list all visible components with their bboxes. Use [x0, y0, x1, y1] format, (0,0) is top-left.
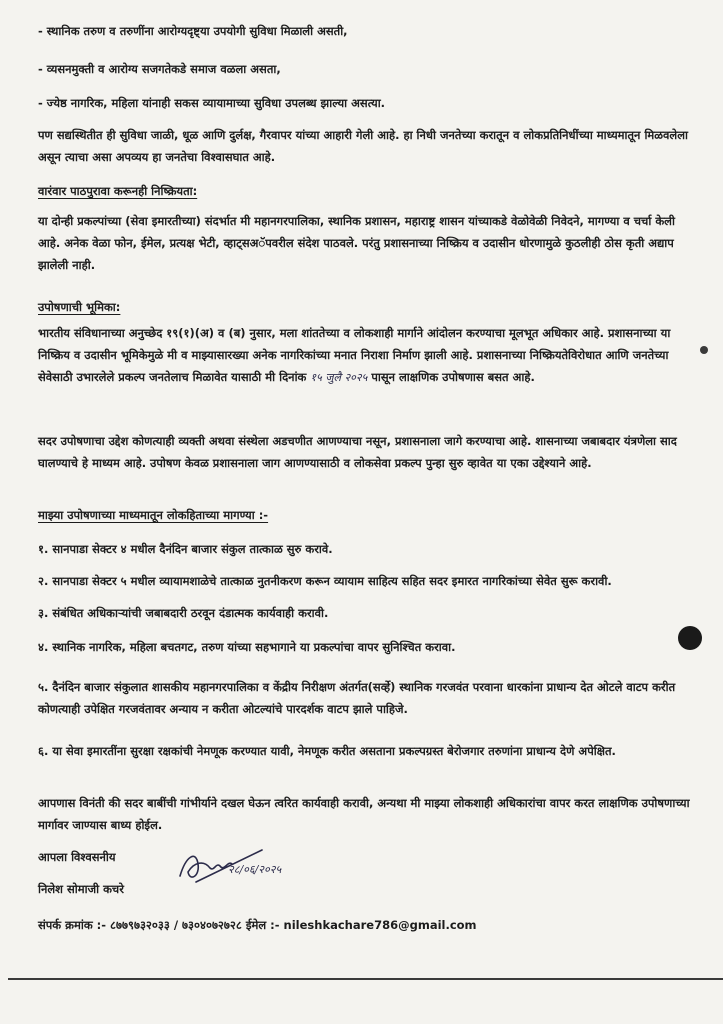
- closing-text: आपला विश्वसनीय: [38, 850, 116, 864]
- demand-1: १. सानपाडा सेक्टर ४ मधील दैनंदिन बाजार संकुल तात्काळ सुरु करावे.: [38, 542, 333, 556]
- heading-role: उपोषणाची भूमिका:: [38, 300, 121, 314]
- ink-dot: [700, 346, 708, 354]
- punch-hole: [678, 626, 702, 650]
- heading-demands: माझ्या उपोषणाच्या माध्यमातून लोकहिताच्या मागण्या :-: [38, 508, 269, 522]
- paragraph-request: आपणास विनंती की सदर बाबींची गांभीर्याने दखल घेऊन त्वरित कार्यवाही करावी, अन्यथा मी माझ्या लोकशाही अधिकारांचा वापर करत लाक्षणिक उपोषणाच्या मार्गावर जाण्यास बाध्य होईल.: [38, 796, 690, 832]
- signatory-name: निलेश सोमाजी कचरे: [38, 882, 124, 896]
- demand-5: ५. दैनंदिन बाजार संकुलात शासकीय महानगरपालिका व केंद्रीय निरीक्षण अंतर्गत(सर्व्हे) स्थानिक गरजवंत परवाना धारकांना प्राधान्य देत ओटले वाटप करीत कोणत्याही उपेक्षित गरजवंतावर अन्याय न करीता ओटल्यांचे पारदर्शक वाटप झाले पाहिजे.: [38, 680, 676, 716]
- signature-date: २८/०६/२०२५: [228, 863, 282, 876]
- paragraph-role-text-end: पासून लाक्षणिक उपोषणास बसत आहे.: [371, 370, 535, 384]
- paragraph-purpose: सदर उपोषणाचा उद्देश कोणत्याही व्यक्ती अथवा संस्थेला अडचणीत आणण्याचा नसून, प्रशासनाला जागे करण्याचा आहे. शासनाच्या जबाबदार यंत्रणेला साद घालण्याचे हे माध्यम आहे. उपोषण केवळ प्रशासनाला जाग आणण्यासाठी व लोकसेवा प्रकल्प पुन्हा सुरु व्हावेत या एका उद्देश्याने आहे.: [38, 434, 677, 470]
- heading-followup: वारंवार पाठपुरावा करूनही निष्क्रियता:: [38, 184, 198, 198]
- paragraph-role: [38, 322, 690, 389]
- demand-4: ४. स्थानिक नागरिक, महिला बचतगट, तरुण यांच्या सहभागाने या प्रकल्पांचा वापर सुनिश्चित करावा.: [38, 640, 456, 654]
- signature: [176, 842, 282, 894]
- paragraph-misuse: पण सद्यस्थितीत ही सुविधा जाळी, धूळ आणि दुर्लक्ष, गैरवापर यांच्या आहारी गेली आहे. हा निधी जनतेच्या करातून व लोकप्रतिनिधींच्या माध्यमातून मिळवलेला असून त्याचा असा अपव्यय हा जनतेचा विश्वासघात आहे.: [38, 128, 689, 164]
- bullet-1: - स्थानिक तरुण व तरुणींना आरोग्यदृष्ट्या उपयोगी सुविधा मिळाली असती,: [38, 24, 348, 38]
- demand-2: २. सानपाडा सेक्टर ५ मधील व्यायामशाळेचे तात्काळ नुतनीकरण करून व्यायाम साहित्य सहित सदर इमारत नागरिकांच्या सेवेत सुरू करावी.: [38, 574, 612, 588]
- handwritten-date: १५ जुलै २०२५: [310, 371, 368, 384]
- demand-6: ६. या सेवा इमारतींना सुरक्षा रक्षकांची नेमणूक करण्यात यावी, नेमणूक करीत असताना प्रकल्पग्रस्त बेरोजगार तरुणांना प्राधान्य देणे अपेक्षित.: [38, 744, 616, 758]
- paragraph-role-text: भारतीय संविधानाच्या अनुच्छेद १९(१)(अ) व (ब) नुसार, मला शांततेच्या व लोकशाही मार्गाने आंदोलन करण्याचा मूलभूत अधिकार आहे. प्रशासनाच्या या निष्क्रिय व उदासीन भूमिकेमुळे मी व माझ्यासारख्या अनेक नागरिकांच्या मनात निराशा निर्माण झाली आहे. प्रशासनाच्या निष्क्रियतेविरोधात आणि जनतेच्या सेवेसाठी उभारलेले प्रकल्प जनतेलाच मिळावेत यासाठी मी दिनांक: [38, 326, 671, 384]
- demand-3: ३. संबंधित अधिकाऱ्यांची जबाबदारी ठरवून दंडात्मक कार्यवाही करावी.: [38, 606, 329, 620]
- bottom-rule: [8, 978, 723, 980]
- paragraph-followup: या दोन्ही प्रकल्पांच्या (सेवा इमारतीच्या) संदर्भात मी महानगरपालिका, स्थानिक प्रशासन, महाराष्ट्र शासन यांच्याकडे वेळोवेळी निवेदने, मागण्या व चर्चा केली आहे. अनेक वेळा फोन, ईमेल, प्रत्यक्ष भेटी, व्हाट्सअॅपवरील संदेश पाठवले. परंतु प्रशासनाच्या निष्क्रिय व उदासीन धोरणामुळे कुठलीही ठोस कृती अद्याप झालेली नाही.: [38, 214, 675, 272]
- contact-line: संपर्क क्रमांक :- ८७७९७३२०३३ / ७३०४०७२७२८ ईमेल :- nileshkachare786@gmail.com: [38, 918, 477, 932]
- bullet-3: - ज्येष्ठ नागरिक, महिला यांनाही सकस व्यायामाच्या सुविधा उपलब्ध झाल्या असत्या.: [38, 96, 386, 110]
- bullet-2: - व्यसनमुक्ती व आरोग्य सजगतेकडे समाज वळला असता,: [38, 62, 281, 76]
